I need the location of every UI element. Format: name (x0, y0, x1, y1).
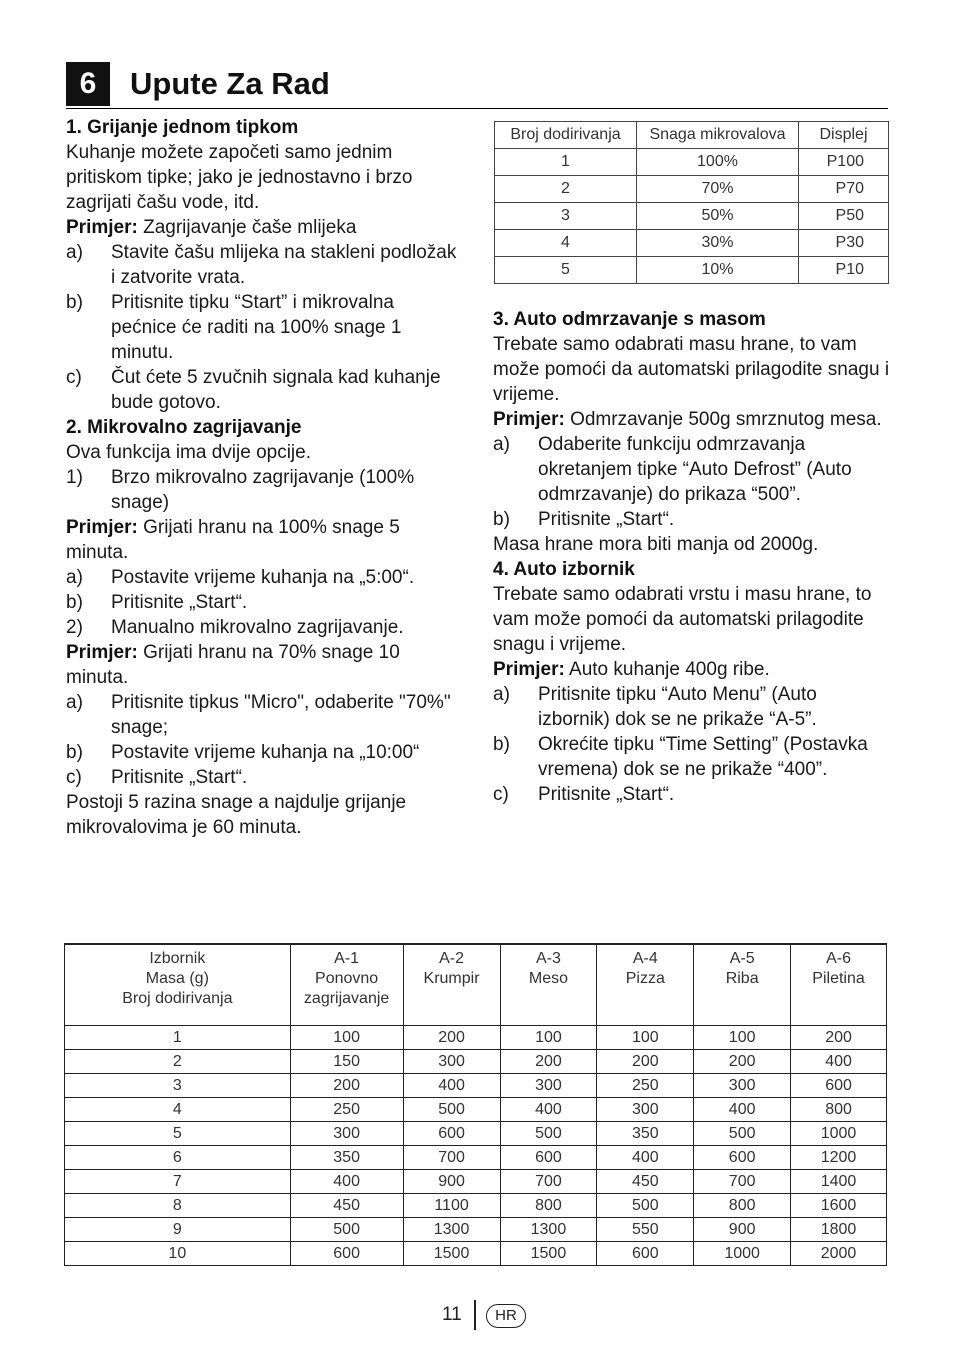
example-line (66, 515, 461, 565)
table-cell: 550 (597, 1218, 694, 1242)
header-line: Meso (528, 970, 568, 987)
paragraph: Ova funkcija ima dvije opcije. (66, 442, 311, 463)
table-cell: 300 (403, 1050, 500, 1074)
table-cell: 1500 (403, 1242, 500, 1266)
steps-list (493, 432, 891, 532)
heading-single-touch: 1. Grijanje jednom tipkom (66, 117, 299, 138)
power-table-body (495, 122, 889, 284)
example-label: Primjer: (493, 409, 565, 430)
steps-list (66, 240, 461, 415)
list-marker: b) (493, 509, 510, 530)
list-marker: b) (66, 742, 83, 763)
example-label: Primjer: (66, 217, 138, 238)
auto-menu-table (64, 943, 887, 1266)
table-cell: 300 (290, 1122, 403, 1146)
table-cell: 4 (495, 230, 637, 257)
table-row (65, 1242, 887, 1266)
list-text: Manualno mikrovalno zagrijavanje. (111, 617, 404, 638)
header-cell (791, 944, 887, 1026)
list-text: Pritisnite „Start“. (538, 784, 675, 805)
header-cell: Broj dodirivanja (495, 122, 637, 149)
heading-auto-menu: 4. Auto izbornik (493, 559, 635, 580)
list-text: Brzo mikrovalno zagrijavanje (100% snage) (111, 467, 415, 513)
steps-list (493, 682, 891, 807)
section-header (66, 62, 888, 109)
table-row (65, 1026, 887, 1050)
list-marker: 2) (66, 617, 83, 638)
table-cell: 400 (694, 1098, 791, 1122)
table-row (65, 1098, 887, 1122)
paragraph: Trebate samo odabrati masu hrane, to vam može pomoći da automatski prilagodite snagu i vrijeme. (493, 334, 890, 405)
table-cell: 200 (597, 1050, 694, 1074)
list-text: Okrećite tipku “Time Setting” (Postavka vremena) dok se ne prikaže “400”. (538, 734, 868, 780)
list-text: Pritisnite „Start“. (111, 767, 248, 788)
table-cell: 700 (500, 1170, 597, 1194)
table-row (495, 203, 889, 230)
header-cell (694, 944, 791, 1026)
table-row (495, 257, 889, 284)
table-cell: 1600 (791, 1194, 887, 1218)
steps-list (66, 565, 461, 615)
list-text: Postavite vrijeme kuhanja na „10:00“ (111, 742, 420, 763)
table-cell: 2 (65, 1050, 291, 1074)
header-line: zagrijavanje (303, 990, 390, 1007)
header-line: A-1 (334, 950, 360, 967)
table-cell: 1000 (791, 1122, 887, 1146)
paragraph: Kuhanje možete započeti samo jednim pritiskom tipke; jako je jednostavno i brzo zagrijati čašu vode, itd. (66, 142, 413, 213)
table-cell: P10 (799, 257, 889, 284)
header-cell (65, 944, 291, 1026)
table-cell: 400 (791, 1050, 887, 1074)
header-line: Riba (725, 970, 759, 987)
list-text: Pritisnite „Start“. (111, 592, 248, 613)
list-marker: c) (493, 784, 509, 805)
table-cell: 200 (290, 1074, 403, 1098)
right-column (493, 307, 891, 807)
header-cell (500, 944, 597, 1026)
list-item (66, 740, 461, 765)
table-cell: 3 (65, 1074, 291, 1098)
example-text: Zagrijavanje čaše mlijeka (137, 217, 357, 238)
table-row (495, 230, 889, 257)
list-item (66, 765, 461, 790)
table-header-row (65, 944, 887, 1026)
menu-table-body (65, 944, 887, 1266)
table-cell: P50 (799, 203, 889, 230)
list-marker: c) (66, 767, 82, 788)
table-cell: 5 (495, 257, 637, 284)
list-item (493, 432, 891, 507)
table-cell: 350 (597, 1122, 694, 1146)
page-title: Upute Za Rad (130, 66, 330, 101)
table-cell: 70% (637, 176, 799, 203)
table-cell: 900 (694, 1218, 791, 1242)
example-line (493, 657, 891, 682)
header-line: Krumpir (423, 970, 480, 987)
header-cell: Displej (799, 122, 889, 149)
table-cell: 9 (65, 1218, 291, 1242)
header-cell (403, 944, 500, 1026)
table-cell: 1000 (694, 1242, 791, 1266)
table-cell: 600 (403, 1122, 500, 1146)
table-cell: 4 (65, 1098, 291, 1122)
section-number: 6 (66, 62, 110, 106)
example-text: Auto kuhanje 400g ribe. (564, 659, 770, 680)
table-cell: 3 (495, 203, 637, 230)
table-row (65, 1122, 887, 1146)
table-row (65, 1170, 887, 1194)
table-row (65, 1050, 887, 1074)
header-cell (290, 944, 403, 1026)
table-cell: 400 (500, 1098, 597, 1122)
table-cell: P30 (799, 230, 889, 257)
heading-auto-defrost: 3. Auto odmrzavanje s masom (493, 309, 766, 330)
table-cell: 8 (65, 1194, 291, 1218)
table-cell: 500 (500, 1122, 597, 1146)
table-cell: 900 (403, 1170, 500, 1194)
table-cell: 100 (694, 1026, 791, 1050)
table-cell: 1 (65, 1026, 291, 1050)
table-cell: 600 (694, 1146, 791, 1170)
table-cell: 450 (290, 1194, 403, 1218)
table-cell: 450 (597, 1170, 694, 1194)
list-marker: a) (66, 567, 83, 588)
table-row (65, 1074, 887, 1098)
header-line: Piletina (812, 970, 865, 987)
table-cell: 200 (694, 1050, 791, 1074)
table-cell: 600 (597, 1242, 694, 1266)
table-row (495, 149, 889, 176)
list-text: Čut ćete 5 zvučnih signala kad kuhanje bude gotovo. (111, 367, 441, 413)
table-cell: 100 (290, 1026, 403, 1050)
header-line: A-2 (439, 950, 464, 967)
list-marker: a) (493, 434, 510, 455)
table-cell: 1300 (500, 1218, 597, 1242)
table-cell: 10% (637, 257, 799, 284)
list-item (66, 690, 461, 740)
header-line: A-4 (632, 950, 658, 967)
table-cell: 1400 (791, 1170, 887, 1194)
table-cell: 10 (65, 1242, 291, 1266)
list-item (66, 615, 461, 640)
example-line (493, 407, 891, 432)
header-line: Broj dodirivanja (122, 990, 233, 1007)
table-cell: 700 (694, 1170, 791, 1194)
header-line: A-3 (535, 950, 561, 967)
table-cell: 1300 (403, 1218, 500, 1242)
example-text: Grijati hranu na 100% snage 5 minuta. (66, 517, 400, 563)
table-cell: 1800 (791, 1218, 887, 1242)
table-cell: P100 (799, 149, 889, 176)
table-row (495, 176, 889, 203)
header-cell: Snaga mikrovalova (637, 122, 799, 149)
list-marker: 1) (66, 467, 83, 488)
table-cell: 400 (290, 1170, 403, 1194)
table-cell: 100 (500, 1026, 597, 1050)
table-cell: 30% (637, 230, 799, 257)
list-text: Postavite vrijeme kuhanja na „5:00“. (111, 567, 415, 588)
list-item (66, 240, 461, 290)
list-text: Pritisnite „Start“. (538, 509, 675, 530)
table-cell: 1 (495, 149, 637, 176)
table-row (65, 1194, 887, 1218)
table-row (65, 1218, 887, 1242)
list-text: Odaberite funkciju odmrzavanja okretanjem tipke “Auto Defrost” (Auto odmrzavanje) do prikaza “500”. (538, 434, 852, 505)
table-cell: 800 (791, 1098, 887, 1122)
paragraph: Masa hrane mora biti manja od 2000g. (493, 534, 819, 555)
table-cell: 800 (694, 1194, 791, 1218)
list-marker: c) (66, 367, 82, 388)
example-label: Primjer: (493, 659, 565, 680)
list-item (66, 465, 461, 515)
table-cell: 200 (500, 1050, 597, 1074)
header-line: Pizza (625, 970, 665, 987)
paragraph: Postoji 5 razina snage a najdulje grijanje mikrovalovima je 60 minuta. (66, 792, 407, 838)
list-text: Pritisnite tipku “Auto Menu” (Auto izbornik) dok se ne prikaže “A-5”. (538, 684, 817, 730)
table-cell: 700 (403, 1146, 500, 1170)
list-text: Pritisnite tipkus "Micro", odaberite "70%" snage; (111, 692, 451, 738)
table-cell: 5 (65, 1122, 291, 1146)
list-item (493, 507, 891, 532)
table-cell: 1200 (791, 1146, 887, 1170)
table-cell: 100% (637, 149, 799, 176)
header-line: A-6 (826, 950, 851, 967)
table-cell: 50% (637, 203, 799, 230)
table-cell: 300 (694, 1074, 791, 1098)
example-line (66, 640, 461, 690)
table-cell: 500 (290, 1218, 403, 1242)
table-cell: 100 (597, 1026, 694, 1050)
list-marker: a) (66, 692, 83, 713)
table-cell: 600 (290, 1242, 403, 1266)
table-cell: 500 (597, 1194, 694, 1218)
heading-microwave-heating: 2. Mikrovalno zagrijavanje (66, 417, 302, 438)
list-item (66, 290, 461, 365)
example-label: Primjer: (66, 642, 138, 663)
table-cell: 300 (500, 1074, 597, 1098)
list-marker: b) (66, 592, 83, 613)
table-cell: 600 (500, 1146, 597, 1170)
list-item (66, 590, 461, 615)
footer-divider (474, 1300, 476, 1330)
table-cell: 500 (694, 1122, 791, 1146)
header-line: Izbornik (149, 950, 206, 967)
header-line: Masa (g) (145, 970, 209, 987)
table-cell: 2 (495, 176, 637, 203)
list-item (66, 565, 461, 590)
table-cell: 7 (65, 1170, 291, 1194)
example-text: Grijati hranu na 70% snage 10 minuta. (66, 642, 400, 688)
table-cell: 500 (403, 1098, 500, 1122)
table-cell: 1500 (500, 1242, 597, 1266)
list-marker: a) (66, 242, 83, 263)
header-line: A-5 (729, 950, 755, 967)
language-badge: HR (486, 1304, 526, 1328)
paragraph: Trebate samo odabrati vrstu i masu hrane, to vam može pomoći da automatski prilagodite snagu i vrijeme. (493, 584, 872, 655)
table-cell: 250 (290, 1098, 403, 1122)
table-cell: 6 (65, 1146, 291, 1170)
left-column (66, 115, 461, 840)
header-cell (597, 944, 694, 1026)
power-level-table (494, 121, 889, 284)
table-cell: 400 (403, 1074, 500, 1098)
list-marker: a) (493, 684, 510, 705)
table-cell: 350 (290, 1146, 403, 1170)
table-cell: 2000 (791, 1242, 887, 1266)
table-cell: 1100 (403, 1194, 500, 1218)
example-text: Odmrzavanje 500g smrznutog mesa. (564, 409, 882, 430)
table-cell: 300 (597, 1098, 694, 1122)
table-cell: 150 (290, 1050, 403, 1074)
table-cell: 200 (403, 1026, 500, 1050)
list-item (493, 682, 891, 732)
example-line (66, 215, 461, 240)
table-cell: P70 (799, 176, 889, 203)
list-text: Pritisnite tipku “Start” i mikrovalna pećnice će raditi na 100% snage 1 minutu. (111, 292, 402, 363)
list-marker: b) (493, 734, 510, 755)
list-text: Stavite čašu mlijeka na stakleni podložak i zatvorite vrata. (111, 242, 457, 288)
table-cell: 400 (597, 1146, 694, 1170)
list-item (493, 732, 891, 782)
table-header-row (495, 122, 889, 149)
steps-list (66, 690, 461, 790)
table-cell: 600 (791, 1074, 887, 1098)
list-marker: b) (66, 292, 83, 313)
example-label: Primjer: (66, 517, 138, 538)
header-line: Ponovno (315, 970, 379, 987)
page-number: 11 (442, 1304, 462, 1325)
list-item (493, 782, 891, 807)
table-cell: 250 (597, 1074, 694, 1098)
list-item (66, 365, 461, 415)
table-row (65, 1146, 887, 1170)
table-cell: 200 (791, 1026, 887, 1050)
table-cell: 800 (500, 1194, 597, 1218)
